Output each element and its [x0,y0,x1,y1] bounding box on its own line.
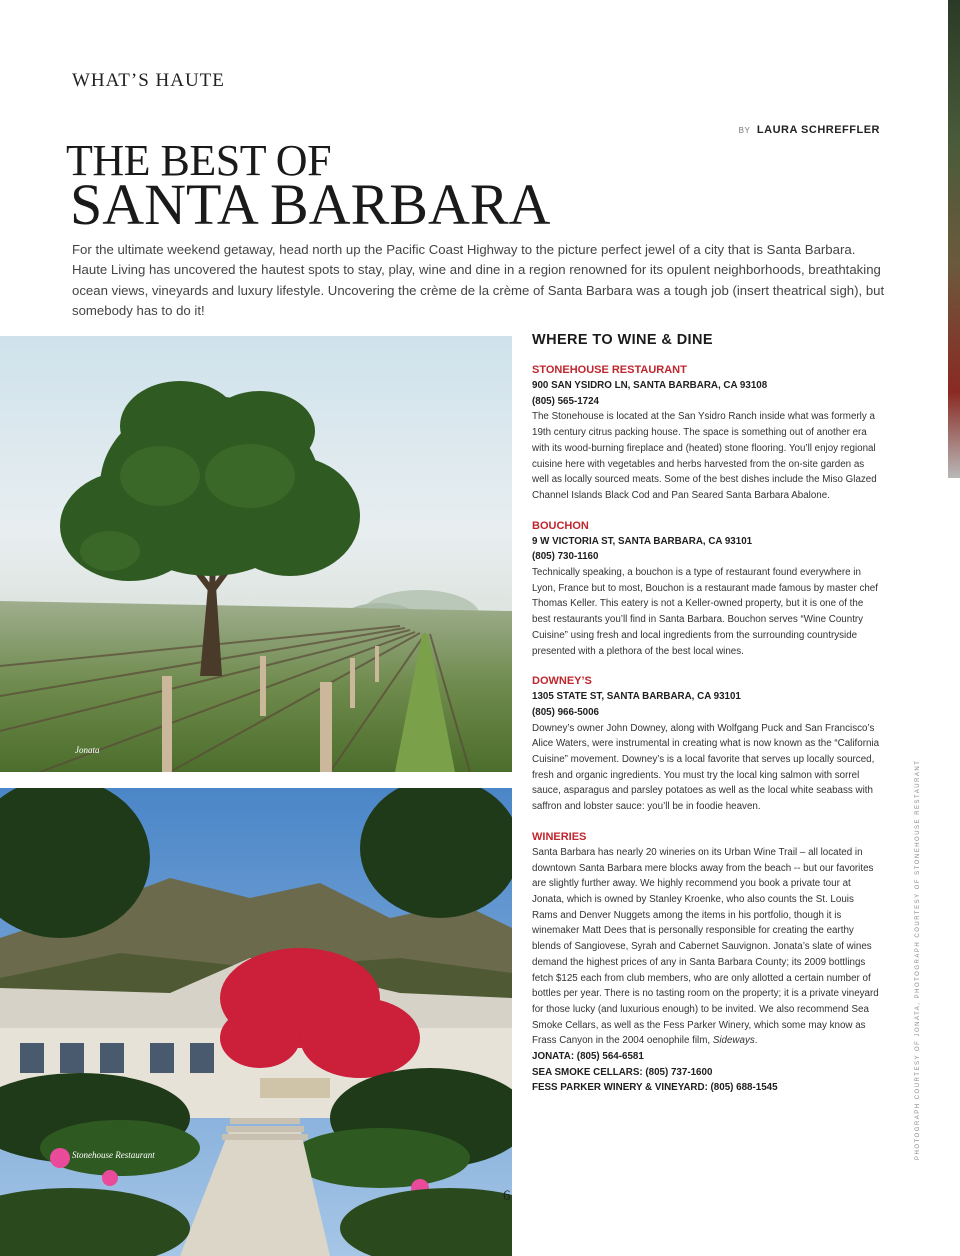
winery-phone: FESS PARKER WINERY & VINEYARD: (805) 688-1545 [532,1082,778,1094]
byline-prefix: BY [738,126,751,135]
wine-dine-column [532,330,880,1110]
entry-name: WINERIES [532,830,587,843]
winery-phone: JONATA: (805) 564-6581 [532,1051,644,1063]
intro-paragraph: For the ultimate weekend getaway, head north up the Pacific Coast Highway to the picture perfect jewel of a city that is Santa Barbara. Haute Living has uncovered the hautest spots to stay, play, wine and dine in a region renowned for its opulent neighborhoods, breathtaking ocean views, vineyards and luxury lifestyle. Uncovering the crème de la crème of Santa Barbara was a tough job (insert theatrical sigh), but somebody has to do it! [72,242,885,318]
title-line-2: SANTA BARBARA [70,172,551,237]
section-label: WHAT’S HAUTE [72,70,225,91]
entry-stonehouse [532,362,880,504]
entry-name: DOWNEY’S [532,675,592,688]
wineries-text: Santa Barbara has nearly 20 wineries on its Urban Wine Trail – all located in downtown Santa Barbara mere blocks away from the beach -- but our favorites are slightly further away. We highly recommend you book a private tour at Jonata, which is owned by Stanley Kroenke, who also counts the St. Louis Rams and Denver Nuggets among the items in his portfolio, though it is winemaker Matt Dees that is personally responsible for creating the earthy blends of Sangiovese, Syrah and Cabernet Sauvignon. Jonata’s slate of wines demand the highest prices of any in Santa Barbara County; its 2009 bottlings fetch $125 each from club members, who are only allotted a certain number of bottles per year. There is no tasting room on the property; it is a private vineyard for those lucky (and luxurious enough) to be invited. We also recommend Sea Smoke Cellars, as well as the Fess Parker Winery, which some may know as Frass Canyon in the 2004 oenophile film, [532,846,879,1047]
entry-address: 900 SAN YSIDRO LN, SANTA BARBARA, CA 93108 [532,380,768,391]
entry-description [532,845,880,1049]
entry-address: 1305 STATE ST, SANTA BARBARA, CA 93101 [532,691,741,703]
facing-page-blank [948,478,960,1256]
stonehouse-photo-caption: Stonehouse Restaurant [72,1150,155,1160]
vineyard-photo [0,336,512,772]
wineries-text-end: . [754,1035,758,1047]
stonehouse-photo [0,788,512,1256]
entry-phone: (805) 565-1724 [532,395,599,407]
entry-name: BOUCHON [532,519,589,532]
entry-wineries [532,829,880,1096]
entry-downeys [532,673,880,815]
film-title: Sideways [712,1035,755,1047]
entry-description: The Stonehouse is located at the San Ysidro Ranch inside what was formerly a 19th century citrus packing house. The space is something out of another era with its wood-burning fireplace and (heated) stone flooring. You’ll enjoy regional cuisine here with vegetables and herbs harvested from the on-site garden as well as locally sourced meats. Some of the best dishes include the Miso Glazed Channel Islands Black Cod and Pan Seared Santa Barbara Abalone. [532,411,877,501]
entry-name: STONEHOUSE RESTAURANT [532,364,687,376]
entry-address: 9 W VICTORIA ST, SANTA BARBARA, CA 93101 [532,535,753,547]
entry-description: Downey’s owner John Downey, along with Wolfgang Puck and San Francisco’s Alice Waters, were instrumental in creating what is now known as the “California Cuisine” movement. Downey’s is a local favorite that serves up locally sourced, fresh and organic ingredients. You must try the local king salmon with sorrel sauce, asparagus and parsley potatoes as well as the local white seabass with saffron and lobster sauce: you’ll be in foodie heaven. [532,722,880,813]
facing-page-edge [948,0,960,478]
byline [739,124,880,136]
column-heading: WHERE TO WINE & DINE [532,332,713,348]
title-line-1: THE BEST OF [66,136,332,185]
winery-phone: SEA SMOKE CELLARS: (805) 737-1600 [532,1066,713,1078]
entry-phone: (805) 966-5006 [532,706,599,718]
vineyard-photo-caption: Jonata [75,745,100,755]
author-name: LAURA SCHREFFLER [756,124,880,136]
entry-bouchon [532,518,880,660]
photo-credit: PHOTOGRAPH COURTESY OF JONATA, PHOTOGRAPH COURTESY OF STONEHOUSE RESTAURANT [915,759,921,1160]
entry-description: Technically speaking, a bouchon is a type of restaurant found everywhere in Lyon, France but to most, Bouchon is a restaurant made famous by master chef Thomas Keller. This eatery is not a Keller-owned property, but it is one of the best restaurants you’ll find in Santa Barbara. Bouchon serves “Wine Country Cuisine” using fresh and local ingredients from the surrounding countryside presented with a plethora of the best local wines. [532,567,878,657]
entry-phone: (805) 730-1160 [532,551,599,563]
page-number: 6 [503,1188,511,1204]
